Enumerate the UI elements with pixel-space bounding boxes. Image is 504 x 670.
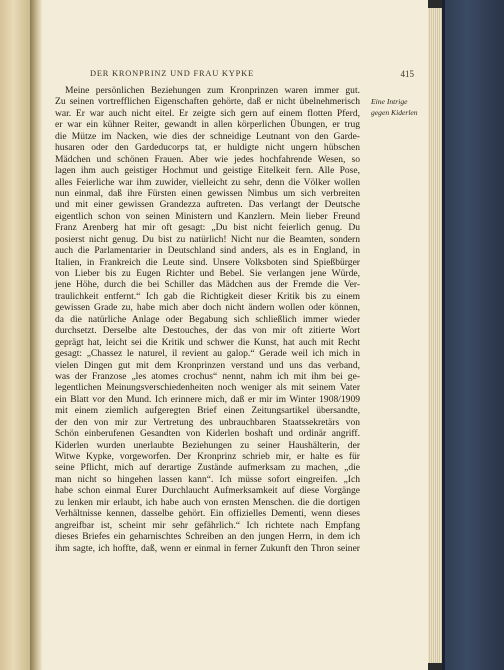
text-line: auch die Parlamentarier in Deutschland sind anders, als es in England, in (55, 245, 360, 257)
text-line: durchsetzt. Derselbe alte Destouches, der das von mir oft zitierte Wort (55, 325, 360, 337)
facing-page-edge (0, 0, 30, 670)
text-line: Italien, in Frankreich die Leute sind. Unsere Volksboten sind Spießbürger (55, 256, 360, 268)
cover-rim (442, 0, 445, 670)
text-line: Mädchen und schönen Frauen. Aber wie jedes hochfahrende Wesen, so (55, 153, 360, 165)
text-line: er war ein kühner Reiter, gewandt in allen körperlichen Übungen, er trug (55, 119, 360, 131)
text-line: Schön einberufenen Gesandten von Kiderlen boshaft und ordinär angriff. (55, 428, 360, 440)
text-line: posierst nicht genug. Du bist zu natürlich! Nicht nur die Beamten, sondern (55, 233, 360, 245)
text-line: husaren oder den Gardeducorps tat, er huldigte nicht ungern hübschen (55, 142, 360, 154)
text-line: Kiderlen wurden unerlaubte Beziehungen zu seiner Haushälterin, der (55, 439, 360, 451)
text-line: Zu seinen vortrefflichen Eigenschaften gehörte, daß er nicht übelnehmerisch (55, 96, 360, 108)
text-line: Franz Arenberg hat mir oft gesagt: „Du bist nicht feierlich genug. Du (55, 222, 360, 234)
text-line: die Mütze im Nacken, wie dies der schneidige Leutnant von den Garde- (55, 130, 360, 142)
text-line: man nicht so hingehen lassen kann“. Ich müsse sofort eingreifen. „Ich (55, 473, 360, 485)
text-line: zu lenken mir erlaubt, ich habe auch von ernsten Menschen. die die dortigen (55, 496, 360, 508)
text-line: vielen Dingen gut mit dem Kronprinzen verstand und uns das verband, (55, 359, 360, 371)
page-number: 415 (400, 69, 414, 79)
text-line: jene Höhe, durch die bei Schiller das Mädchen aus der Fremde die Ver- (55, 279, 360, 291)
text-line: da die natürliche Anlage oder Begabung sich schließlich immer wieder (55, 313, 360, 325)
text-line: alles Feierliche war ihm zuwider, vielleicht zu sehr, denn die Völker wollen (55, 176, 360, 188)
text-line: Witwe Kypke, vorgeworfen. Der Kronprinz schrieb mir, er halte es für (55, 451, 360, 462)
text-line: seine Pflicht, mich auf derartige Zustände aufmerksam zu machen, „die (55, 462, 360, 474)
text-line: Meine persönlichen Beziehungen zum Kronprinzen waren immer gut. (65, 85, 360, 96)
running-title: DER KRONPRINZ UND FRAU KYPKE (90, 69, 254, 78)
marginal-note-line: gegen Kiderlen (371, 107, 418, 117)
text-line: nun einmal, daß ihre Fürsten einen gewissen Nimbus um sich verbreiten (55, 187, 360, 199)
text-line: eigentlich schon von seinen Ministern und Kanzlern. Mein lieber Freund (55, 210, 360, 222)
text-line: Verhältnisse kennen, dasselbe gehört. Ein offizielles Dementi, wenn dieses (55, 508, 360, 520)
text-line: traulichkeit entfernt.“ Ich gab die Richtigkeit dieser Kritik bis zu einem (55, 290, 360, 302)
text-line: ein Blatt vor den Mund. Ich erinnere mich, daß er mir im Winter 1908/1909 (55, 393, 360, 405)
text-line: gesagt: „Chassez le naturel, il revient au galop.“ Gerade weil ich mich in (55, 348, 360, 360)
text-line: was der Franzose „les atomes crochus“ nennt, nahm ich mit ihm bei ge- (55, 370, 360, 382)
running-head (78, 69, 426, 83)
text-line: dieses Briefes ein geharnischtes Schreiben an den jungen Herrn, in dem ich (55, 531, 360, 543)
book-gutter (30, 0, 42, 670)
text-line: von Lieber bis zu Eugen Richter und Bebel. Sie verlangen jene Würde, (55, 268, 360, 279)
text-line: der den von mir zur Vertretung des unbrauchbaren Staatssekretärs von (55, 416, 360, 428)
text-line: legentlichen Meinungsverschiedenheiten noch weniger als mit seinem Vater (55, 382, 360, 394)
book-cover (442, 0, 504, 670)
text-line: habe schon einmal Eurer Durchlaucht Aufmerksamkeit auf diese Vorgänge (55, 485, 360, 497)
marginal-note (371, 97, 441, 118)
body-text (55, 85, 360, 554)
text-line: war. Er war auch nicht eitel. Er zeigte sich gern auf einem flotten Pferd, (55, 107, 360, 119)
text-line: geprägt hat, leicht sei die Kritik und schwer die Kunst, hat auch mit Recht (55, 336, 360, 348)
text-line: angreifbar ist, scheint mir sehr gefährlich.“ Ich richtete nach Empfang (55, 519, 360, 531)
text-line: lagen ihm auch geistiger Hochmut und geistige Eitelkeit fern. Alle Pose, (55, 165, 360, 177)
text-line: und mit einer gewissen Grandezza auftreten. Das verlangt der Deutsche (55, 199, 360, 211)
text-line: mit einem ziemlich aufgeregten Brief einen Zeitungsartikel übersandte, (55, 405, 360, 417)
text-line: gewissen Grade zu, habe mich aber doch nicht ändern wollen oder können, (55, 302, 360, 314)
marginal-note-line: Eine Intrige (371, 97, 408, 106)
text-line: ihm sagte, ich hoffte, daß, wenn er einmal in ferner Zukunft den Thron seiner (55, 542, 360, 554)
